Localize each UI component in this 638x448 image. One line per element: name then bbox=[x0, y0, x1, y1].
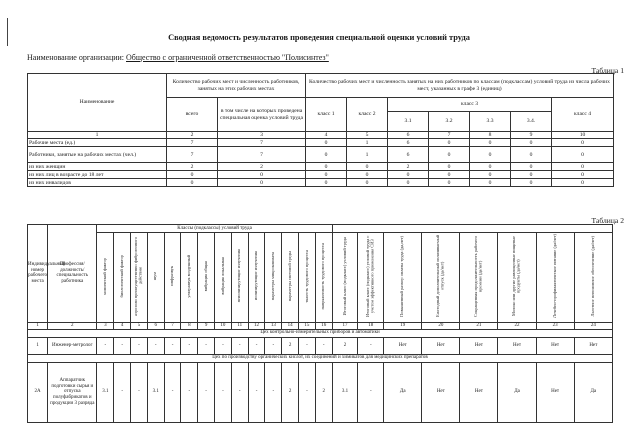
section-title: Цех контрольно-измерительных приборов и автоматики bbox=[28, 329, 613, 337]
cell-value: - bbox=[114, 362, 131, 422]
cell-value: Нет bbox=[536, 337, 574, 354]
t2-header-factor-text: химический фактор bbox=[102, 257, 108, 295]
t2-col-number: 15 bbox=[299, 322, 316, 329]
t2-col-number: 1 bbox=[28, 322, 48, 329]
organization-label: Наименование организации: bbox=[27, 53, 125, 62]
cell-value: 0 bbox=[388, 179, 429, 187]
cell-value: 2 bbox=[167, 163, 218, 171]
t2-header-factor bbox=[536, 233, 574, 323]
cell-value: 0 bbox=[429, 171, 470, 179]
cell-value: - bbox=[215, 337, 232, 354]
cell-value: 0 bbox=[306, 139, 347, 147]
cell-value: - bbox=[147, 337, 164, 354]
cell-value: 0 bbox=[306, 163, 347, 171]
cell-value: - bbox=[164, 337, 181, 354]
cell-value: Нет bbox=[536, 362, 574, 422]
t2-header-factor-text: тяжесть трудового процесса bbox=[303, 249, 309, 303]
t2-header-factor-text: Ежегодный дополнительный оплачиваемый отпуск (да/нет) bbox=[435, 234, 445, 318]
cell-value: 0 bbox=[167, 171, 218, 179]
cell-value: - bbox=[231, 362, 248, 422]
cell-value: 0 bbox=[306, 147, 347, 163]
table-row bbox=[28, 163, 614, 171]
t2-header-factor-text: Итоговый класс (подкласс) условий труда с учетом эффективного применения СИЗ bbox=[365, 235, 375, 317]
t1-col-numbers bbox=[28, 132, 614, 139]
cell-value: Да bbox=[498, 362, 536, 422]
t1-col-number: 10 bbox=[552, 132, 614, 139]
t2-col-number: 21 bbox=[460, 322, 498, 329]
t2-header-factor bbox=[114, 233, 131, 323]
t1-col-number: 2 bbox=[167, 132, 218, 139]
cell-value: 0 bbox=[552, 163, 614, 171]
cell-value: 3.1 bbox=[97, 362, 114, 422]
section-title: Цех по производству органических кислот, их соединений и химикатов для медицинских препаратов bbox=[28, 354, 613, 362]
t2-header-factor bbox=[315, 233, 332, 323]
cell-value: Да bbox=[384, 362, 422, 422]
t1-col-number: 5 bbox=[347, 132, 388, 139]
section-row bbox=[28, 354, 613, 362]
cell-value: - bbox=[248, 337, 265, 354]
cell-value: 0 bbox=[511, 171, 552, 179]
t2-header-factor-text: неионизирующие излучения bbox=[236, 249, 242, 303]
t1-col-number: 9 bbox=[511, 132, 552, 139]
t2-col-number: 8 bbox=[181, 322, 198, 329]
cell-value: 0 bbox=[470, 179, 511, 187]
t2-col-number: 5 bbox=[131, 322, 148, 329]
t1-col-number: 8 bbox=[470, 132, 511, 139]
cell-value: 0 bbox=[306, 171, 347, 179]
cell-value: 0 bbox=[388, 171, 429, 179]
cell-value: 2 bbox=[218, 163, 306, 171]
row-label: Работники, занятые на рабочих местах (чел.) bbox=[28, 147, 167, 163]
table-row bbox=[28, 171, 614, 179]
cell-value: - bbox=[131, 362, 148, 422]
cell-value: - bbox=[198, 337, 215, 354]
cell-value: 0 bbox=[511, 163, 552, 171]
cell-value: Нет bbox=[384, 337, 422, 354]
t1-header-name: Наименование bbox=[28, 74, 167, 132]
t2-col-number: 13 bbox=[265, 322, 282, 329]
cell-value: 2 bbox=[315, 362, 332, 422]
t2-col-number: 19 bbox=[384, 322, 422, 329]
cell-value: - bbox=[181, 337, 198, 354]
t2-col-number: 20 bbox=[422, 322, 460, 329]
t2-header-factor-text: инфразвук bbox=[169, 266, 175, 286]
t2-header-blank bbox=[332, 225, 612, 233]
t1-header-workplaces: Количество рабочих мест и численность работников, занятых на этих рабочих местах bbox=[167, 74, 306, 98]
cell-value: - bbox=[248, 362, 265, 422]
t1-col-number: 3 bbox=[218, 132, 306, 139]
t1-col-number: 4 bbox=[306, 132, 347, 139]
cell-value: - bbox=[97, 337, 114, 354]
cell-value: 0 bbox=[470, 139, 511, 147]
cell-value: 0 bbox=[429, 179, 470, 187]
cell-value: - bbox=[164, 362, 181, 422]
cell-value: 3.1 bbox=[332, 362, 358, 422]
workplace-id: 1 bbox=[28, 337, 48, 354]
cell-value: Нет bbox=[460, 337, 498, 354]
t2-header-factor-text: вибрация общая bbox=[202, 260, 208, 292]
cell-value: 1 bbox=[347, 147, 388, 163]
t2-col-number: 22 bbox=[498, 322, 536, 329]
t2-header-factor bbox=[282, 233, 299, 323]
t1-header-assessed: в том числе на которых проведена специальная оценка условий труда bbox=[218, 98, 306, 132]
cell-value: Нет bbox=[574, 337, 612, 354]
profession: Инженер-метролог bbox=[48, 337, 97, 354]
t2-header-factor bbox=[422, 233, 460, 323]
t2-col-number: 16 bbox=[315, 322, 332, 329]
cell-value: 2 bbox=[332, 337, 358, 354]
t2-header-factor bbox=[574, 233, 612, 323]
cell-value: Нет bbox=[460, 362, 498, 422]
t2-col-number: 2 bbox=[48, 322, 97, 329]
t2-header-factor bbox=[198, 233, 215, 323]
t2-header-factor-text: параметры микроклимата bbox=[270, 251, 275, 301]
t2-header-factor-text: ультразвук воздушный bbox=[186, 254, 192, 298]
t2-header-factor bbox=[358, 233, 384, 323]
cell-value: 7 bbox=[167, 147, 218, 163]
cell-value: - bbox=[131, 337, 148, 354]
row-label: Рабочие места (ед.) bbox=[28, 139, 167, 147]
cell-value: 0 bbox=[511, 139, 552, 147]
t2-header-factor bbox=[164, 233, 181, 323]
t2-col-numbers bbox=[28, 322, 613, 329]
cell-value: 0 bbox=[347, 163, 388, 171]
cell-value: - bbox=[198, 362, 215, 422]
t2-col-number: 23 bbox=[536, 322, 574, 329]
t2-header-factor bbox=[248, 233, 265, 323]
cell-value: - bbox=[358, 337, 384, 354]
summary-table bbox=[27, 73, 614, 187]
cell-value: 0 bbox=[511, 147, 552, 163]
t2-header-factor-text: Молоко или другие равноценные пищевые продукты (да/нет) bbox=[511, 235, 522, 317]
cell-value: - bbox=[231, 337, 248, 354]
t2-header-factor bbox=[215, 233, 232, 323]
cell-value: 0 bbox=[552, 171, 614, 179]
t1-header-class3-3: 3.3 bbox=[470, 112, 511, 132]
cell-value: - bbox=[114, 337, 131, 354]
cell-value: Нет bbox=[422, 362, 460, 422]
t2-header-factor-text: Повышенный размер оплаты труда (да,нет) bbox=[399, 235, 405, 317]
cell-value: - bbox=[299, 337, 316, 354]
t1-col-number: 1 bbox=[28, 132, 167, 139]
t2-col-number: 3 bbox=[97, 322, 114, 329]
section-row bbox=[28, 329, 613, 337]
t1-header-class3-4: 3.4. bbox=[511, 112, 552, 132]
t1-col-number: 7 bbox=[429, 132, 470, 139]
cell-value: 6 bbox=[388, 139, 429, 147]
t2-col-number: 10 bbox=[215, 322, 232, 329]
cell-value: 0 bbox=[552, 179, 614, 187]
t2-header-factor-text: Сокращенная продолжительность рабочего времени (да/нет) bbox=[473, 235, 483, 317]
t1-header-class3: класс 3 bbox=[388, 98, 552, 112]
t2-col-number: 9 bbox=[198, 322, 215, 329]
cell-value: 6 bbox=[388, 147, 429, 163]
t2-header-factor-text: аэрозоли преимущественно фиброгенного действия bbox=[133, 236, 143, 316]
organization-name: Общество с ограниченной ответственностью "Полисинтез" bbox=[126, 53, 329, 62]
cell-value: 0 bbox=[218, 171, 306, 179]
t2-header-factor-text: Льготное пенсионное обеспечение (да/нет) bbox=[590, 235, 596, 317]
table2-label: Таблица 2 bbox=[591, 216, 624, 225]
cell-value: 0 bbox=[429, 147, 470, 163]
cell-value: - bbox=[315, 337, 332, 354]
t2-header-factor bbox=[265, 233, 282, 323]
cell-value: - bbox=[265, 362, 282, 422]
t1-header-class1: класс 1 bbox=[306, 98, 347, 132]
t1-header-class3-2: 3.2 bbox=[429, 112, 470, 132]
t2-col-number: 11 bbox=[231, 322, 248, 329]
t2-header-factor bbox=[384, 233, 422, 323]
cell-value: 7 bbox=[218, 147, 306, 163]
workplaces-table bbox=[27, 224, 613, 423]
t2-col-number: 17 bbox=[332, 322, 358, 329]
cell-value: 0 bbox=[218, 179, 306, 187]
row-label: из них инвалидов bbox=[28, 179, 167, 187]
t1-header-class3-1: 3.1 bbox=[388, 112, 429, 132]
t2-col-number: 6 bbox=[147, 322, 164, 329]
document-title: Сводная ведомость результатов проведения специальной оценки условий труда bbox=[168, 33, 470, 42]
row-label: из них женщин bbox=[28, 163, 167, 171]
t1-col-number: 6 bbox=[388, 132, 429, 139]
cell-value: 0 bbox=[511, 179, 552, 187]
cell-value: 0 bbox=[470, 147, 511, 163]
cell-value: - bbox=[181, 362, 198, 422]
t2-header-id-text: Индивидуальный номер рабочего места bbox=[28, 261, 66, 285]
t2-header-factor bbox=[299, 233, 316, 323]
t1-header-total: всего bbox=[167, 98, 218, 132]
workplace-id: 2А bbox=[28, 362, 48, 422]
t2-header-factor-text: биологический фактор bbox=[118, 254, 124, 298]
t2-header-factor-text: Лечебно-профилактическое питание (да/нет) bbox=[551, 234, 557, 318]
t2-header-factor bbox=[131, 233, 148, 323]
cell-value: 0 bbox=[429, 139, 470, 147]
row-label: из них лиц в возрасте до 18 лет bbox=[28, 171, 167, 179]
cell-value: 3.1 bbox=[147, 362, 164, 422]
cell-value: 0 bbox=[470, 171, 511, 179]
t2-col-number: 24 bbox=[574, 322, 612, 329]
table1-label: Таблица 1 bbox=[591, 66, 624, 75]
cell-value: 0 bbox=[167, 179, 218, 187]
t2-header-factor-text: шум bbox=[152, 271, 158, 281]
t2-header-factor bbox=[231, 233, 248, 323]
cell-value: 0 bbox=[552, 139, 614, 147]
t2-col-number: 4 bbox=[114, 322, 131, 329]
cell-value: 2 bbox=[282, 362, 299, 422]
t2-header-factor bbox=[498, 233, 536, 323]
table-row bbox=[28, 337, 613, 354]
t2-header-classes: Классы (подклассы) условий труда bbox=[97, 225, 332, 233]
table-row bbox=[28, 147, 614, 163]
t2-header-factor-text: ионизирующие излучения bbox=[253, 251, 259, 301]
t2-header-profession-text: Профессия/должность/специальность работника bbox=[56, 261, 89, 285]
cell-value: 2 bbox=[282, 337, 299, 354]
t2-header-factor bbox=[332, 233, 358, 323]
table-row bbox=[28, 362, 613, 422]
t2-header-factor-text: вибрация локальная bbox=[219, 257, 225, 295]
t2-header-factor bbox=[460, 233, 498, 323]
profession: Аппаратчик подготовки сырья и отпуска полуфабрикатов и продукции 3 разряда bbox=[48, 362, 97, 422]
cell-value: 7 bbox=[167, 139, 218, 147]
cell-value: 0 bbox=[429, 163, 470, 171]
cell-value: Нет bbox=[422, 337, 460, 354]
cell-value: - bbox=[265, 337, 282, 354]
t2-header-factor-text: напряженность трудового процесса bbox=[320, 242, 326, 310]
cell-value: Да bbox=[574, 362, 612, 422]
t2-header-profession bbox=[48, 225, 97, 323]
t2-col-number: 7 bbox=[164, 322, 181, 329]
cell-value: 0 bbox=[347, 179, 388, 187]
cell-value: 1 bbox=[347, 139, 388, 147]
t2-header-factor-text: Итоговый класс (подкласс) условий труда bbox=[341, 236, 347, 316]
t2-header-id bbox=[28, 225, 66, 323]
t1-header-class2: класс 2 bbox=[347, 98, 388, 132]
cell-value: Нет bbox=[498, 337, 536, 354]
t2-col-number: 12 bbox=[248, 322, 265, 329]
t2-header-factor-text: параметры световой среды bbox=[286, 250, 292, 302]
cell-value: 2 bbox=[388, 163, 429, 171]
cell-value: - bbox=[299, 362, 316, 422]
t1-header-classes: Количество рабочих мест и численность занятых на них работников по классам (подклассам) условий труда из числа рабочих мест, указанных в графе 3 (единиц) bbox=[306, 74, 614, 98]
t2-header-factor bbox=[181, 233, 198, 323]
t2-header-factor bbox=[97, 233, 114, 323]
table-row bbox=[28, 179, 614, 187]
t2-header-factor bbox=[147, 233, 164, 323]
cell-value: 0 bbox=[347, 171, 388, 179]
cell-value: 0 bbox=[470, 163, 511, 171]
t2-col-number: 14 bbox=[282, 322, 299, 329]
cell-value: - bbox=[215, 362, 232, 422]
organization-line bbox=[27, 53, 329, 62]
cell-value: 0 bbox=[552, 147, 614, 163]
cell-value: 7 bbox=[218, 139, 306, 147]
table-row bbox=[28, 139, 614, 147]
t2-col-number: 18 bbox=[358, 322, 384, 329]
cell-value: - bbox=[358, 362, 384, 422]
cell-value: 0 bbox=[306, 179, 347, 187]
t1-header-class4: класс 4 bbox=[552, 98, 614, 132]
